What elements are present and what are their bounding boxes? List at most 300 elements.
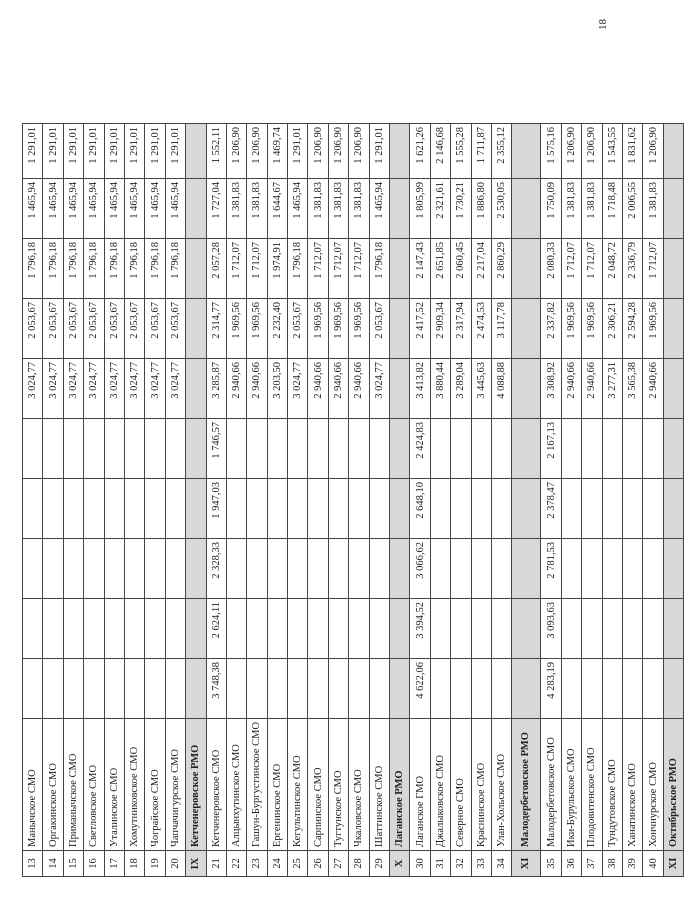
value-cell bbox=[267, 478, 287, 538]
municipality-cell: Северное СМО bbox=[451, 718, 471, 850]
value-cell bbox=[430, 598, 450, 658]
value-cell: 1 291,01 bbox=[104, 123, 124, 178]
table-row bbox=[491, 123, 511, 876]
value-cell bbox=[145, 598, 165, 658]
table-row bbox=[622, 123, 642, 876]
value-cell bbox=[561, 478, 581, 538]
value-cell bbox=[84, 538, 104, 598]
row-index-cell: 20 bbox=[165, 851, 185, 877]
value-cell bbox=[390, 123, 410, 178]
value-cell bbox=[430, 478, 450, 538]
value-cell: 1 381,83 bbox=[643, 178, 663, 238]
municipality-cell: Сарпинское СМО bbox=[308, 718, 328, 850]
value-cell bbox=[663, 478, 683, 538]
page-number: 18 bbox=[597, 19, 609, 30]
value-cell bbox=[124, 538, 144, 598]
row-index-cell: 24 bbox=[267, 851, 287, 877]
value-cell bbox=[247, 478, 267, 538]
value-cell: 1 711,87 bbox=[471, 123, 491, 178]
municipality-cell: Оргакинское СМО bbox=[43, 718, 63, 850]
value-cell bbox=[226, 598, 246, 658]
value-cell: 1 712,07 bbox=[349, 238, 369, 298]
value-cell: 1 465,94 bbox=[23, 178, 43, 238]
value-cell: 1 718,48 bbox=[602, 178, 622, 238]
value-cell bbox=[582, 538, 602, 598]
table-group-row bbox=[512, 123, 541, 876]
value-cell bbox=[451, 658, 471, 718]
value-cell bbox=[186, 298, 206, 358]
value-cell: 1 796,18 bbox=[104, 238, 124, 298]
value-cell: 3 203,50 bbox=[267, 358, 287, 418]
value-cell: 3 285,87 bbox=[206, 358, 226, 418]
table-row bbox=[206, 123, 226, 876]
value-cell: 2 053,67 bbox=[63, 298, 83, 358]
value-cell: 1 969,56 bbox=[226, 298, 246, 358]
table-row bbox=[451, 123, 471, 876]
row-index-cell: 27 bbox=[328, 851, 348, 877]
value-cell: 2 053,67 bbox=[369, 298, 389, 358]
value-cell bbox=[247, 658, 267, 718]
municipality-cell: Хомутниковское СМО bbox=[124, 718, 144, 850]
value-cell bbox=[247, 598, 267, 658]
table-row bbox=[328, 123, 348, 876]
municipality-cell: Уталинское СМО bbox=[104, 718, 124, 850]
value-cell: 1 712,07 bbox=[226, 238, 246, 298]
row-index-cell: 31 bbox=[430, 851, 450, 877]
row-index-cell: 23 bbox=[247, 851, 267, 877]
value-cell: 1 712,07 bbox=[561, 238, 581, 298]
value-cell: 1 796,18 bbox=[145, 238, 165, 298]
value-cell bbox=[471, 658, 491, 718]
value-cell bbox=[643, 418, 663, 478]
value-cell: 2 651,85 bbox=[430, 238, 450, 298]
value-cell: 1 969,56 bbox=[582, 298, 602, 358]
value-cell: 3 024,77 bbox=[369, 358, 389, 418]
value-cell bbox=[267, 418, 287, 478]
value-cell bbox=[602, 658, 622, 718]
value-cell: 2 474,53 bbox=[471, 298, 491, 358]
value-cell: 3 024,77 bbox=[84, 358, 104, 418]
value-cell bbox=[267, 658, 287, 718]
municipality-cell: Манычское СМО bbox=[23, 718, 43, 850]
municipality-cell: Тугтунское СМО bbox=[328, 718, 348, 850]
value-cell: 3 117,78 bbox=[491, 298, 511, 358]
value-cell bbox=[186, 358, 206, 418]
municipality-cell: Алцынхутинское СМО bbox=[226, 718, 246, 850]
value-cell bbox=[643, 658, 663, 718]
value-cell bbox=[308, 598, 328, 658]
value-cell: 1 796,18 bbox=[43, 238, 63, 298]
table-row bbox=[288, 123, 308, 876]
value-cell: 3 277,31 bbox=[602, 358, 622, 418]
value-cell: 3 093,63 bbox=[541, 598, 561, 658]
value-cell: 3 024,77 bbox=[165, 358, 185, 418]
value-cell bbox=[643, 538, 663, 598]
value-cell: 2 940,66 bbox=[308, 358, 328, 418]
value-cell: 2 336,79 bbox=[622, 238, 642, 298]
row-index-cell: 39 bbox=[622, 851, 642, 877]
value-cell: 2 053,67 bbox=[104, 298, 124, 358]
value-cell: 4 283,19 bbox=[541, 658, 561, 718]
municipality-cell: Кетченеровское РМО bbox=[186, 718, 206, 850]
value-cell: 1 291,01 bbox=[23, 123, 43, 178]
municipality-cell: Тундутовское СМО bbox=[602, 718, 622, 850]
value-cell: 1 712,07 bbox=[308, 238, 328, 298]
value-cell bbox=[349, 478, 369, 538]
value-cell: 1 644,67 bbox=[267, 178, 287, 238]
value-cell bbox=[471, 538, 491, 598]
value-cell: 3 565,38 bbox=[622, 358, 642, 418]
value-cell bbox=[63, 658, 83, 718]
value-cell bbox=[23, 478, 43, 538]
table-row bbox=[43, 123, 63, 876]
value-cell bbox=[186, 238, 206, 298]
value-cell: 1 291,01 bbox=[288, 123, 308, 178]
value-cell: 3 024,77 bbox=[288, 358, 308, 418]
value-cell bbox=[328, 418, 348, 478]
value-cell bbox=[602, 478, 622, 538]
value-cell bbox=[430, 418, 450, 478]
value-cell bbox=[663, 358, 683, 418]
value-cell: 3 445,63 bbox=[471, 358, 491, 418]
table-row bbox=[84, 123, 104, 876]
municipality-cell: Краснинское СМО bbox=[471, 718, 491, 850]
value-cell bbox=[622, 658, 642, 718]
value-cell bbox=[491, 538, 511, 598]
value-cell bbox=[288, 658, 308, 718]
value-cell bbox=[288, 478, 308, 538]
row-index-cell: XI bbox=[512, 851, 541, 877]
municipality-cell: Ханатинское СМО bbox=[622, 718, 642, 850]
value-cell: 2 232,40 bbox=[267, 298, 287, 358]
value-cell bbox=[512, 123, 541, 178]
value-cell bbox=[622, 418, 642, 478]
table-row bbox=[63, 123, 83, 876]
table-row bbox=[643, 123, 663, 876]
municipality-cell: Гашун-Бургустинское СМО bbox=[247, 718, 267, 850]
value-cell bbox=[226, 418, 246, 478]
value-cell: 1 969,56 bbox=[247, 298, 267, 358]
value-cell: 1 291,01 bbox=[84, 123, 104, 178]
value-cell bbox=[663, 418, 683, 478]
value-cell bbox=[663, 598, 683, 658]
row-index-cell: 38 bbox=[602, 851, 622, 877]
value-cell: 1 469,74 bbox=[267, 123, 287, 178]
value-cell: 1 291,01 bbox=[124, 123, 144, 178]
value-cell: 1 206,90 bbox=[582, 123, 602, 178]
value-cell: 1 465,94 bbox=[84, 178, 104, 238]
value-cell bbox=[308, 478, 328, 538]
row-index-cell: 36 bbox=[561, 851, 581, 877]
row-index-cell: 18 bbox=[124, 851, 144, 877]
value-cell: 2 060,45 bbox=[451, 238, 471, 298]
value-cell bbox=[145, 478, 165, 538]
value-cell: 3 413,82 bbox=[410, 358, 430, 418]
value-cell: 3 880,44 bbox=[430, 358, 450, 418]
value-cell bbox=[582, 598, 602, 658]
value-cell: 1 206,90 bbox=[561, 123, 581, 178]
value-cell bbox=[186, 658, 206, 718]
value-cell: 1 206,90 bbox=[643, 123, 663, 178]
value-cell bbox=[663, 238, 683, 298]
table-row bbox=[267, 123, 287, 876]
value-cell: 2 314,77 bbox=[206, 298, 226, 358]
value-cell bbox=[124, 598, 144, 658]
value-cell bbox=[451, 478, 471, 538]
value-cell bbox=[602, 598, 622, 658]
row-index-cell: 30 bbox=[410, 851, 430, 877]
value-cell: 2 860,29 bbox=[491, 238, 511, 298]
value-cell: 1 969,56 bbox=[561, 298, 581, 358]
table-group-row bbox=[663, 123, 683, 876]
value-cell: 2 053,67 bbox=[288, 298, 308, 358]
municipality-cell: Улан-Хольское СМО bbox=[491, 718, 511, 850]
value-cell bbox=[491, 598, 511, 658]
value-cell bbox=[451, 538, 471, 598]
row-index-cell: 16 bbox=[84, 851, 104, 877]
value-cell bbox=[390, 538, 410, 598]
value-cell bbox=[491, 478, 511, 538]
value-cell: 1 552,11 bbox=[206, 123, 226, 178]
value-cell: 1 381,83 bbox=[308, 178, 328, 238]
value-cell bbox=[288, 538, 308, 598]
table-row bbox=[541, 123, 561, 876]
row-index-cell: XI bbox=[663, 851, 683, 877]
value-cell: 1 465,94 bbox=[124, 178, 144, 238]
value-cell: 2 940,66 bbox=[349, 358, 369, 418]
value-cell: 3 024,77 bbox=[43, 358, 63, 418]
value-cell bbox=[390, 178, 410, 238]
row-index-cell: 17 bbox=[104, 851, 124, 877]
value-cell bbox=[43, 538, 63, 598]
value-cell bbox=[349, 538, 369, 598]
value-cell: 2 167,13 bbox=[541, 418, 561, 478]
value-cell: 2 417,52 bbox=[410, 298, 430, 358]
value-cell bbox=[602, 418, 622, 478]
value-cell: 2 530,05 bbox=[491, 178, 511, 238]
value-cell bbox=[471, 598, 491, 658]
value-cell: 2 317,94 bbox=[451, 298, 471, 358]
row-index-cell: 14 bbox=[43, 851, 63, 877]
value-cell bbox=[124, 478, 144, 538]
value-cell bbox=[512, 358, 541, 418]
value-cell bbox=[84, 598, 104, 658]
value-cell bbox=[390, 598, 410, 658]
value-cell: 1 465,94 bbox=[288, 178, 308, 238]
value-cell: 1 796,18 bbox=[63, 238, 83, 298]
municipality-cell: Кетченеровское СМО bbox=[206, 718, 226, 850]
value-cell: 1 796,18 bbox=[165, 238, 185, 298]
value-cell bbox=[104, 418, 124, 478]
table-row bbox=[430, 123, 450, 876]
value-cell bbox=[663, 538, 683, 598]
value-cell: 1 291,01 bbox=[43, 123, 63, 178]
value-cell: 1 206,90 bbox=[349, 123, 369, 178]
value-cell: 1 291,01 bbox=[63, 123, 83, 178]
table-row bbox=[582, 123, 602, 876]
value-cell bbox=[390, 478, 410, 538]
value-cell: 2 053,67 bbox=[84, 298, 104, 358]
value-cell bbox=[390, 418, 410, 478]
value-cell: 2 048,72 bbox=[602, 238, 622, 298]
row-index-cell: 40 bbox=[643, 851, 663, 877]
municipality-cell: Чкаловское СМО bbox=[349, 718, 369, 850]
value-cell: 1 465,94 bbox=[369, 178, 389, 238]
value-cell bbox=[491, 658, 511, 718]
table-row bbox=[349, 123, 369, 876]
municipality-cell: Лаганское РМО bbox=[390, 718, 410, 850]
value-cell: 2 355,12 bbox=[491, 123, 511, 178]
row-index-cell: 37 bbox=[582, 851, 602, 877]
value-cell bbox=[23, 598, 43, 658]
value-cell bbox=[63, 538, 83, 598]
row-index-cell: X bbox=[390, 851, 410, 877]
municipality-cell: Хончнурское СМО bbox=[643, 718, 663, 850]
value-cell bbox=[561, 538, 581, 598]
value-cell bbox=[328, 538, 348, 598]
value-cell: 3 748,38 bbox=[206, 658, 226, 718]
value-cell: 3 024,77 bbox=[145, 358, 165, 418]
value-cell bbox=[582, 478, 602, 538]
value-cell bbox=[602, 538, 622, 598]
value-cell: 2 321,61 bbox=[430, 178, 450, 238]
value-cell: 2 940,66 bbox=[561, 358, 581, 418]
tariff-table bbox=[22, 123, 684, 877]
value-cell bbox=[512, 538, 541, 598]
value-cell bbox=[561, 598, 581, 658]
value-cell: 1 886,80 bbox=[471, 178, 491, 238]
value-cell bbox=[186, 538, 206, 598]
value-cell: 1 712,07 bbox=[643, 238, 663, 298]
row-index-cell: 13 bbox=[23, 851, 43, 877]
value-cell: 1 381,83 bbox=[349, 178, 369, 238]
value-cell bbox=[512, 238, 541, 298]
value-cell bbox=[288, 598, 308, 658]
row-index-cell: 34 bbox=[491, 851, 511, 877]
value-cell bbox=[104, 658, 124, 718]
value-cell bbox=[512, 658, 541, 718]
value-cell: 2 053,67 bbox=[23, 298, 43, 358]
value-cell bbox=[451, 598, 471, 658]
value-cell: 2 624,11 bbox=[206, 598, 226, 658]
value-cell: 1 575,16 bbox=[541, 123, 561, 178]
value-cell: 1 969,56 bbox=[328, 298, 348, 358]
value-cell bbox=[124, 658, 144, 718]
value-cell: 3 024,77 bbox=[23, 358, 43, 418]
value-cell: 1 796,18 bbox=[23, 238, 43, 298]
value-cell bbox=[84, 478, 104, 538]
value-cell bbox=[104, 598, 124, 658]
value-cell: 1 746,57 bbox=[206, 418, 226, 478]
value-cell bbox=[622, 538, 642, 598]
value-cell: 2 306,21 bbox=[602, 298, 622, 358]
value-cell bbox=[23, 418, 43, 478]
value-cell bbox=[622, 598, 642, 658]
value-cell bbox=[226, 658, 246, 718]
value-cell bbox=[165, 598, 185, 658]
value-cell bbox=[308, 538, 328, 598]
value-cell: 1 805,99 bbox=[410, 178, 430, 238]
value-cell: 3 066,62 bbox=[410, 538, 430, 598]
value-cell: 1 381,83 bbox=[328, 178, 348, 238]
municipality-cell: Шаттинское СМО bbox=[369, 718, 389, 850]
value-cell: 1 291,01 bbox=[165, 123, 185, 178]
value-cell bbox=[561, 658, 581, 718]
value-cell: 2 053,67 bbox=[145, 298, 165, 358]
value-cell: 1 381,83 bbox=[247, 178, 267, 238]
value-cell bbox=[186, 418, 206, 478]
table-group-row bbox=[390, 123, 410, 876]
value-cell: 4 088,88 bbox=[491, 358, 511, 418]
value-cell: 2 940,66 bbox=[247, 358, 267, 418]
value-cell: 2 940,66 bbox=[328, 358, 348, 418]
municipality-cell: Лаганское ГМО bbox=[410, 718, 430, 850]
value-cell bbox=[369, 478, 389, 538]
table-row bbox=[369, 123, 389, 876]
value-cell bbox=[23, 658, 43, 718]
value-cell bbox=[328, 658, 348, 718]
value-cell bbox=[165, 538, 185, 598]
value-cell bbox=[369, 598, 389, 658]
value-cell: 1 206,90 bbox=[226, 123, 246, 178]
value-cell bbox=[308, 658, 328, 718]
value-cell: 4 622,06 bbox=[410, 658, 430, 718]
row-index-cell: 22 bbox=[226, 851, 246, 877]
value-cell: 2 940,66 bbox=[643, 358, 663, 418]
table-row bbox=[471, 123, 491, 876]
value-cell bbox=[288, 418, 308, 478]
value-cell bbox=[308, 418, 328, 478]
value-cell bbox=[471, 478, 491, 538]
value-cell bbox=[582, 418, 602, 478]
value-cell bbox=[247, 418, 267, 478]
value-cell: 1 206,90 bbox=[308, 123, 328, 178]
value-cell: 1 291,01 bbox=[369, 123, 389, 178]
row-index-cell: 15 bbox=[63, 851, 83, 877]
value-cell bbox=[512, 418, 541, 478]
value-cell bbox=[451, 418, 471, 478]
value-cell bbox=[226, 478, 246, 538]
value-cell bbox=[390, 298, 410, 358]
value-cell bbox=[643, 598, 663, 658]
value-cell: 1 381,83 bbox=[561, 178, 581, 238]
value-cell: 2 940,66 bbox=[226, 358, 246, 418]
value-cell bbox=[247, 538, 267, 598]
value-cell: 1 969,56 bbox=[349, 298, 369, 358]
value-cell bbox=[186, 598, 206, 658]
value-cell: 1 712,07 bbox=[582, 238, 602, 298]
table-row bbox=[104, 123, 124, 876]
value-cell bbox=[43, 598, 63, 658]
table-group-row bbox=[186, 123, 206, 876]
value-cell bbox=[267, 598, 287, 658]
value-cell: 2 424,83 bbox=[410, 418, 430, 478]
value-cell: 2 006,55 bbox=[622, 178, 642, 238]
value-cell: 2 146,68 bbox=[430, 123, 450, 178]
value-cell: 3 024,77 bbox=[63, 358, 83, 418]
value-cell: 1 381,83 bbox=[226, 178, 246, 238]
value-cell bbox=[622, 478, 642, 538]
value-cell bbox=[349, 658, 369, 718]
value-cell bbox=[369, 418, 389, 478]
value-cell: 1 206,90 bbox=[328, 123, 348, 178]
value-cell: 1 796,18 bbox=[84, 238, 104, 298]
table-row bbox=[410, 123, 430, 876]
value-cell: 3 394,52 bbox=[410, 598, 430, 658]
value-cell bbox=[267, 538, 287, 598]
value-cell bbox=[328, 478, 348, 538]
value-cell: 3 308,92 bbox=[541, 358, 561, 418]
